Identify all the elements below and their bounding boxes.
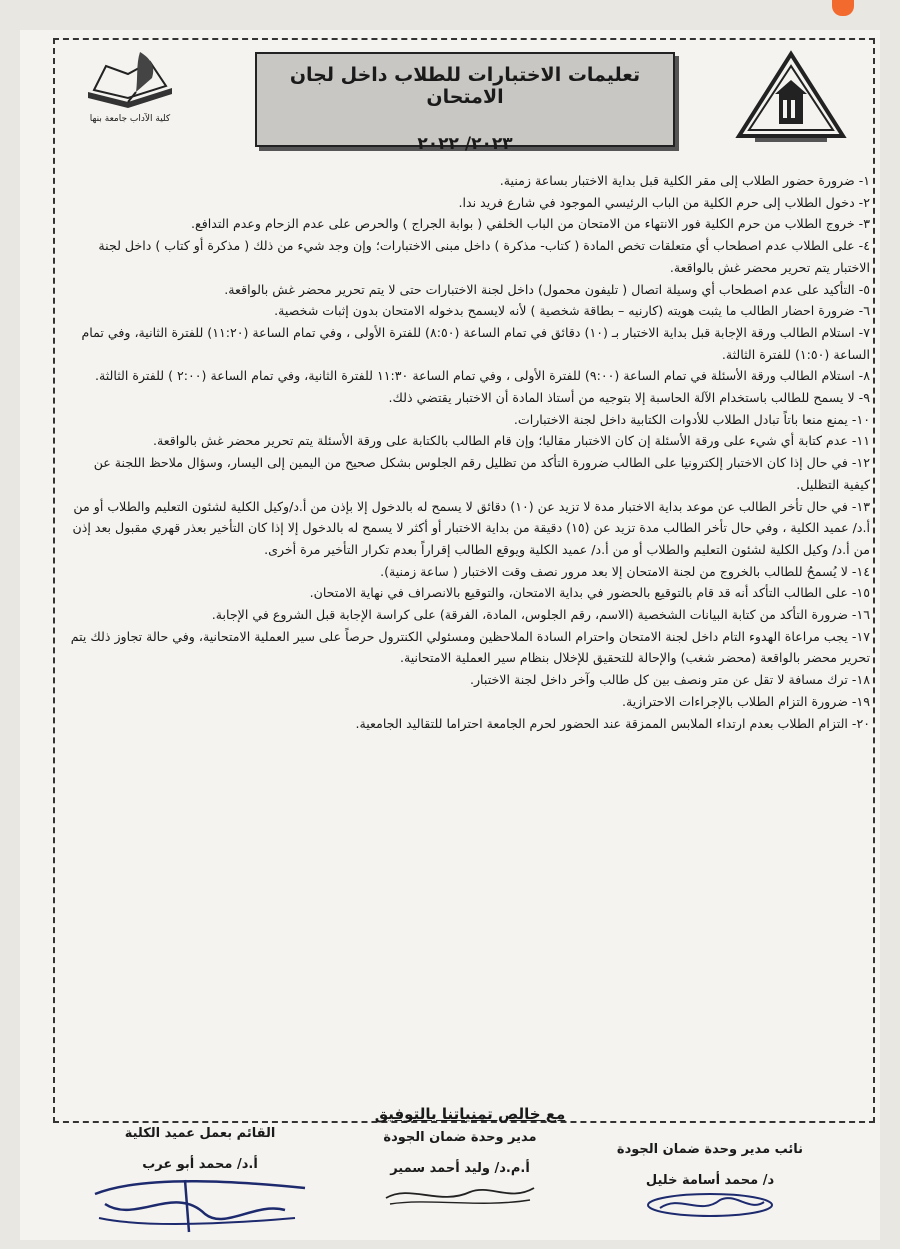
signature-role: القائم بعمل عميد الكلية [124,1126,276,1141]
handwritten-signature-icon [380,1178,540,1212]
rule-item: ٩- لا يسمح للطالب باستخدام الآلة الحاسبة إلا بتوجيه من أستاذ المادة أن الاختبار يقتضي ذلك. [388,390,870,406]
rule-item: ١٢- في حال إذا كان الاختبار إلكترونيا على الطالب ضرورة التأكد من تظليل رقم الجلوس بشكل صحيح من اليمين إلى اليسار، وسؤال ملاحظ اللجنة عن كيفية التظليل. [93,455,870,492]
rule-item: ٣- خروج الطلاب من حرم الكلية فور الانتهاء من الامتحان من الباب الخلفي ( بوابة الجراج ) والحرص على عدم الزحام وعدم التدافع. [191,216,870,232]
rule-item: ٥- التأكيد على عدم اصطحاب أي وسيلة اتصال ( تليفون محمول) داخل لجنة الاختبارات حتى لا يتم تحرير محضر غش بالواقعة. [224,281,870,297]
title-box [255,52,675,154]
page-title: تعليمات الاختبارات للطلاب داخل لجان الامتحان [289,64,641,108]
signature-name: د/ محمد أسامة خليل [645,1173,775,1188]
rule-item: ٢٠- التزام الطلاب بعدم ارتداء الملابس الممزقة عند الحضور لحرم الجامعة احتراما للتقاليد الجامعية. [355,715,870,731]
rule-item: ٤- على الطلاب عدم اصطحاب أي متعلقات تخص المادة ( كتاب- مذكرة ) داخل مبنى الاختبارات؛ وإن وجد شيء من ذلك ( مذكرة أو كتاب ) داخل لجنة الاختبار يتم تحرير محضر غش بالواقعة. [98,238,870,275]
rule-item: ١١- عدم كتابة أي شيء على ورقة الأسئلة إن كان الاختبار مقاليا؛ وإن قام الطالب بالكتابة على ورقة الأسئلة يتم تحرير محضر غش بالواقعة. [152,433,870,449]
faculty-book-quill-icon [80,48,180,114]
academic-year: ٢٠٢٣/ ٢٠٢٢ [417,134,513,154]
rule-item: ١٦- ضرورة التأكد من كتابة البيانات الشخصية (الاسم، رقم الجلوس، المادة، الفرقة) على كراسة الإجابة قبل الشروع في الإجابة. [211,607,870,623]
signature-role: مدير وحدة ضمان الجودة [383,1130,537,1145]
university-emblem-icon [735,50,847,150]
faculty-logo-caption: كلية الآداب جامعة بنها [89,114,171,124]
top-tab-mark [832,0,854,16]
rule-item: ١٣- في حال تأخر الطالب عن موعد بداية الاختبار مدة لا تزيد عن (١٠) دقائق لا يسمح له بالدخول إلا بإذن من أ.د/وكيل الكلية لشئون التعليم والطلاب أو من أ.د/ عميد الكلية ، وفي حال تأخر الطالب مدة تزيد عن (١٥) دقيقة من بداية الاختبار أو أكثر لا يسمح له بالدخول إلا إذا كان التأخير بعذر قهري مقبول بعد إذن من أ.د/ وكيل الكلية لشئون التعليم والطلاب أو من أ.د/ عميد الكلية ويوقع الطالب إقراراً بعدم تكرار التأخير مرة أخرى. [72,498,870,557]
rule-item: ١٩- ضرورة التزام الطلاب بالإجراءات الاحترازية. [621,693,870,709]
rule-item: ٧- استلام الطالب ورقة الإجابة قبل بداية الاختبار بـ (١٠) دقائق في تمام الساعة (٨:٥٠) للفترة الأولى ، وفي تمام الساعة (١١:٢٠) للفترة الثانية، وفي تمام الساعة (١:٥٠) للفترة الثالثة. [81,324,870,362]
signature-block-deputy [600,1142,820,1220]
handwritten-signature-icon [85,1174,315,1234]
rule-item: ١٤- لا يُسمحُ للطالب بالخروج من لجنة الامتحان إلا بعد مرور نصف وقت الاختبار ( ساعة زمنية). [380,563,870,579]
rule-item: ٦- ضرورة احضار الطالب ما يثبت هويته (كارنيه – بطاقة شخصية ) لأنه لايسمح بدخوله الامتحان بدون إثبات شخصية. [274,303,870,319]
closing-line: مع خالص تمنياتنا بالتوفيق [374,1105,566,1123]
rule-item: ١٨- ترك مسافة لا تقل عن متر ونصف بين كل طالب وآخر داخل لجنة الاختبار. [469,672,870,688]
rule-item: ١٠- يمنع منعا باتاً تبادل الطلاب للأدوات الكتابية داخل لجنة الاختبارات. [513,411,870,427]
signature-name: أ.م.د/ وليد أحمد سمير [390,1161,530,1176]
signature-block-director [350,1130,570,1212]
rule-item: ١٧- يجب مراعاة الهدوء التام داخل لجنة الامتحان واحترام السادة الملاحظين ومسئولي الكنترول حرصاً على سير العملية الامتحانية، وفي حالة تجاوز ذلك يتم تحرير محضر بالواقعة (محضر شغب) والإحالة للتحقيق للإخلال بنظام سير العملية الامتحانية. [70,628,870,666]
rule-item: ٨- استلام الطالب ورقة الأسئلة في تمام الساعة (٩:٠٠) للفترة الأولى ، وفي تمام الساعة ١١:٣٠ للفترة الثانية، وفي تمام الساعة (٢:٠٠ ) للفترة الثالثة. [94,368,870,384]
handwritten-signature-icon [640,1190,780,1220]
rules-list [70,170,870,734]
rule-item: ١- ضرورة حضور الطلاب إلى مقر الكلية قبل بداية الاختبار بساعة زمنية. [499,173,870,188]
faculty-logo [80,48,180,128]
document-page [20,30,880,1240]
rule-item: ١٥- على الطالب التأكد أنه قد قام بالتوقيع بالحضور في بداية الامتحان، والتوقيع بالانصراف في نهاية الامتحان. [309,585,870,601]
signature-name: أ.د/ محمد أبو عرب [142,1157,258,1172]
signature-role: نائب مدير وحدة ضمان الجودة [616,1142,804,1157]
rule-item: ٢- دخول الطلاب إلى حرم الكلية من الباب الرئيسي الموجود في شارع فريد ندا. [458,194,870,210]
signature-block-dean [80,1126,320,1234]
